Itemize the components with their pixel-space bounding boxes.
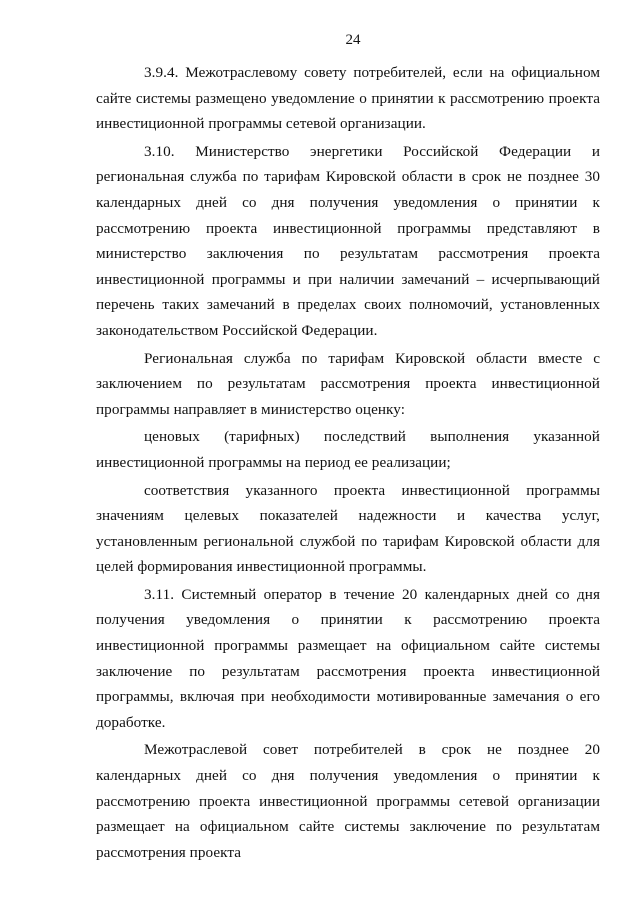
paragraph-price-consequences: ценовых (тарифных) последствий выполнения указанной инвестиционной программы на период ее реализации; (96, 428, 600, 471)
paragraph-consumer-council: Межотраслевой совет потребителей в срок не позднее 20 календарных дней со дня получения уведомления о принятии к рассмотрению проекта инвестиционной программы сетевой организации размещает на официальном сайте системы заключение по результатам рассмотрения проекта (96, 741, 600, 861)
page-number: 24 (345, 32, 361, 48)
paragraph-3-11: 3.11. Системный оператор в течение 20 календарных дней со дня получения уведомления о принятии к рассмотрению проекта инвестиционной программы размещает на официальном сайте системы заключение по результатам рассмотрения проекта инвестиционной программы, включая при необходимости мотивированные замечания о его доработке. (96, 585, 600, 731)
paragraph-3-9-4: 3.9.4. Межотраслевому совету потребителей, если на официальном сайте системы размещено уведомление о принятии к рассмотрению проекта инвестиционной программы сетевой организации. (96, 64, 600, 133)
paragraph-3-10: 3.10. Министерство энергетики Российской Федерации и региональная служба по тарифам Кировской области в срок не позднее 30 календарных дней со дня получения уведомления о принятии к рассмотрению проекта инвестиционной программы представляют в министерство заключения по результатам рассмотрения проекта инвестиционной программы и при наличии замечаний – исчерпывающий перечень таких замечаний в пределах своих полномочий, установленных законодательством Российской Федерации. (96, 142, 600, 339)
paragraph-regional-service: Региональная служба по тарифам Кировской области вместе с заключением по результатам рассмотрения проекта инвестиционной программы направляет в министерство оценку: (96, 349, 600, 418)
paragraph-target-compliance: соответствия указанного проекта инвестиционной программы значениям целевых показателей надежности и качества услуг, установленным региональной службой по тарифам Кировской области для целей формирования инвестиционной программы. (96, 481, 600, 576)
